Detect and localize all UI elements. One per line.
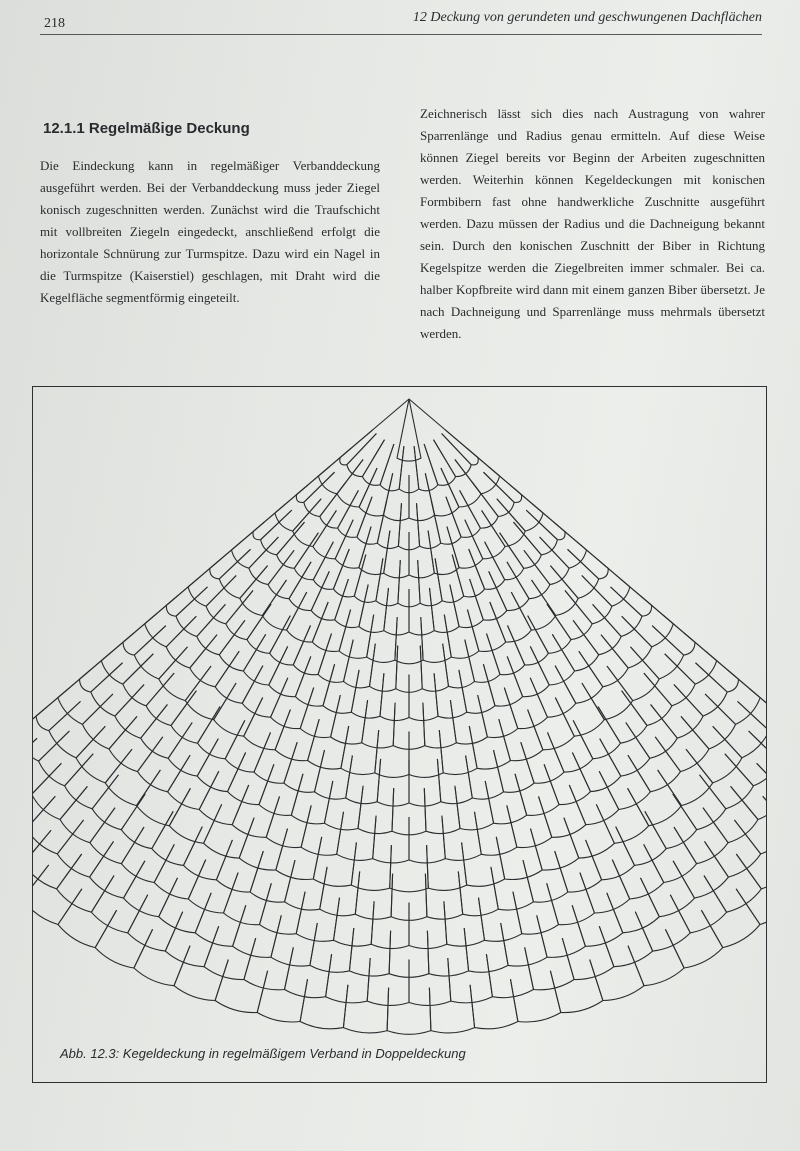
roof-tile: [507, 550, 550, 598]
cone-roof-tiling-illustration: [33, 387, 766, 1082]
roof-tile: [168, 755, 219, 809]
roof-tile: [301, 805, 343, 855]
roof-tile: [434, 670, 467, 718]
roof-tile: [500, 522, 542, 568]
roof-tile: [628, 929, 684, 985]
roof-tile: [424, 786, 460, 834]
roof-tile: [33, 830, 82, 889]
roof-tile: [324, 781, 363, 830]
roof-tile: [573, 604, 621, 654]
roof-tile: [39, 731, 94, 786]
roof-tile: [738, 688, 767, 730]
roof-tile: [166, 578, 207, 617]
roof-tile: [141, 705, 193, 759]
roof-tile: [531, 818, 579, 870]
roof-tile: [590, 946, 644, 1001]
roof-tile: [351, 670, 384, 718]
roof-tile: [479, 892, 522, 942]
roof-tile: [123, 654, 174, 706]
roof-tile: [349, 928, 390, 976]
roof-tile: [326, 954, 371, 1003]
roof-tile: [285, 947, 332, 997]
roof-tile: [300, 688, 340, 738]
running-head: [40, 10, 762, 35]
roof-tile: [90, 841, 145, 898]
roof-tile: [731, 763, 766, 819]
roof-tile: [673, 775, 726, 830]
roof-tile: [686, 726, 742, 783]
roof-tile: [137, 770, 191, 826]
roof-tile: [725, 731, 766, 786]
roof-tile: [105, 749, 160, 805]
roof-tile: [478, 688, 518, 738]
roof-tile: [470, 979, 518, 1029]
roof-tile: [622, 596, 674, 647]
roof-tile: [435, 555, 464, 603]
roof-tile: [33, 865, 82, 925]
roof-tile: [431, 497, 461, 545]
roof-tile: [641, 861, 695, 917]
roof-tile: [626, 705, 678, 759]
roof-tile: [174, 946, 228, 1001]
roof-tile: [33, 796, 84, 854]
roof-tile: [33, 763, 87, 819]
roof-tile: [36, 688, 80, 730]
roof-tile: [296, 892, 339, 942]
roof-tile: [383, 473, 409, 520]
roof-tile: [443, 640, 475, 688]
roof-tile: [377, 501, 401, 548]
roof-tile: [599, 912, 652, 967]
roof-tile: [159, 647, 211, 701]
roof-tile: [271, 678, 314, 729]
roof-tile: [58, 889, 117, 948]
roof-tile: [291, 774, 333, 824]
roof-tile: [611, 578, 652, 617]
roof-tile: [734, 796, 766, 854]
roof-tile: [166, 616, 217, 668]
roof-tile: [337, 812, 376, 861]
roof-tile: [343, 985, 388, 1033]
roof-tile: [185, 666, 236, 720]
roof-tile: [339, 610, 374, 659]
roof-tile: [109, 716, 163, 771]
roof-tile: [358, 786, 394, 834]
roof-tile: [310, 923, 354, 972]
roof-tile: [76, 726, 132, 783]
roof-tile: [214, 683, 263, 736]
roof-tile: [351, 842, 391, 890]
roof-tile: [455, 781, 494, 830]
roof-tile: [700, 754, 754, 809]
roof-tile: [580, 860, 630, 913]
body-text-right-column: Zeichnerisch lässt sich dies nach Austragung von wahrer Sparrenlänge und Radius genau ermitteln. Auf diese Weise können Ziegel bereits vor Beginn der Arbeiten zugeschnitten werden. Weiterhin können Kegeldeckungen mit konischen Formbibern fast ohne handwerkliche Zuschnitte ausgeführt werden. Dazu müssen der Radius und die Dachneigung bekannt sein. Durch den konischen Zuschnitt der Biber in Richtung Kegelspitze werden die Ziegelbreiten immer schmaler. Bei ca. halber Kopfbreite wird dann mit einem ganzen Biber übersetzt. Je nach Dachneigung und Sparrenlänge muss mehrmals übersetzt werden.: [420, 106, 765, 341]
roof-tile: [242, 666, 288, 718]
roof-tile: [484, 467, 522, 503]
roof-tile: [91, 876, 147, 933]
roof-tile: [670, 876, 726, 933]
roof-tile: [323, 664, 359, 713]
roof-tile: [442, 430, 479, 465]
roof-tile: [550, 960, 603, 1013]
roof-tile: [341, 726, 379, 775]
roof-tile: [367, 615, 398, 663]
roof-tile: [429, 985, 474, 1033]
roof-tile: [123, 614, 166, 655]
roof-tile: [359, 527, 390, 575]
roof-tile: [33, 839, 49, 899]
roof-tile: [572, 739, 620, 792]
roof-tile: [239, 818, 287, 870]
roof-tile: [33, 738, 61, 794]
roof-tile: [354, 555, 383, 603]
roof-tile: [418, 558, 442, 605]
figure-frame: [32, 386, 767, 1083]
roof-tile: [736, 830, 766, 889]
roof-tile: [334, 898, 375, 947]
roof-tile: [121, 827, 174, 882]
page-number: 218: [44, 16, 65, 31]
roof-tile: [616, 811, 667, 865]
roof-tile: [247, 604, 290, 653]
roof-tile: [216, 840, 263, 892]
roof-tile: [362, 440, 394, 486]
roof-tile: [544, 753, 590, 805]
roof-tile: [121, 794, 173, 849]
roof-tile: [450, 695, 487, 744]
roof-tile: [80, 651, 123, 692]
roof-tile: [33, 725, 37, 767]
roof-tile: [568, 541, 609, 579]
roof-tile: [612, 844, 664, 899]
roof-tile: [469, 719, 510, 769]
roof-tile: [60, 786, 115, 842]
roof-tile: [146, 673, 196, 725]
roof-tile: [82, 694, 137, 749]
roof-tile: [466, 750, 504, 799]
roof-tile: [472, 472, 514, 516]
roof-tile: [579, 635, 628, 687]
roof-tile: [705, 670, 760, 725]
roof-tile: [277, 522, 319, 568]
roof-tile: [226, 591, 271, 640]
roof-tile: [528, 604, 571, 653]
roof-tile: [427, 842, 467, 890]
roof-tile: [427, 928, 468, 976]
roof-tile: [57, 820, 113, 877]
roof-tile: [197, 739, 245, 792]
roof-tile: [424, 440, 456, 486]
roof-tile: [562, 926, 614, 979]
roof-tile: [696, 651, 739, 692]
roof-tile: [115, 685, 167, 739]
roof-tile: [439, 726, 477, 775]
roof-tile: [459, 664, 495, 713]
roof-tile: [370, 644, 398, 692]
roof-tile: [705, 820, 761, 877]
roof-tile: [355, 871, 392, 919]
roof-tile: [169, 788, 221, 843]
roof-tile: [555, 683, 604, 736]
roof-tile: [539, 785, 586, 837]
roof-tile: [195, 893, 246, 947]
roof-tile: [409, 531, 434, 578]
roof-tile: [271, 915, 317, 966]
roof-tile: [313, 510, 353, 558]
roof-tile: [232, 785, 279, 837]
roof-tile: [340, 430, 377, 465]
roof-tile: [313, 837, 356, 886]
roof-tile: [320, 867, 360, 916]
roof-tile: [210, 541, 251, 579]
roof-tile: [572, 893, 623, 947]
roof-tile: [644, 654, 695, 706]
roof-tile: [228, 753, 274, 805]
roof-tile: [376, 558, 400, 605]
roof-tile: [58, 670, 113, 725]
roof-tile: [600, 723, 650, 777]
roof-tile: [607, 647, 659, 701]
roof-tile: [665, 910, 722, 968]
roof-tile: [652, 614, 695, 655]
figure-caption: Abb. 12.3: Kegeldeckung in regelmäßigem Verband in Doppeldeckung: [60, 1046, 466, 1061]
roof-tile: [254, 732, 297, 783]
roof-tile: [635, 895, 690, 951]
roof-tile: [199, 771, 249, 825]
roof-tile: [526, 504, 565, 540]
roof-tile: [582, 666, 633, 720]
roof-tile: [665, 633, 717, 684]
roof-tile: [152, 811, 203, 865]
roof-tile: [421, 615, 452, 663]
roof-tile: [622, 673, 672, 725]
roof-tile: [224, 873, 272, 925]
roof-tile: [420, 644, 448, 692]
roof-tile: [362, 700, 395, 748]
roof-tile: [318, 634, 353, 683]
roof-tile: [65, 754, 119, 809]
roof-tile: [547, 873, 595, 925]
roof-tile: [655, 716, 709, 771]
roof-tile: [465, 510, 505, 558]
roof-tile: [215, 960, 268, 1013]
roof-tile: [599, 755, 650, 809]
body-text-left-column: Die Eindeckung kann in regelmäßiger Verbanddeckung ausgeführt werden. Bei der Verbanddeckung muss jeder Ziegel konisch zugeschnitten werden. Zunächst wird die Traufschicht mit vollbreiten Ziegeln eingedeckt, anschließend erfolgt die horizontale Schnürung zur Turmspitze. Dazu wird ein Nagel in die Turmspitze (Kaiserstiel) geschlagen, mit Draht wird die Kegelfläche segmentförmig eingeteilt.: [40, 158, 380, 305]
cone-apex-tile: [397, 399, 421, 461]
roof-tile: [485, 774, 527, 824]
roof-tile: [124, 861, 178, 917]
roof-tile: [165, 912, 218, 967]
roof-tile: [491, 860, 534, 910]
roof-tile: [555, 840, 602, 892]
roof-tile: [452, 549, 484, 597]
roof-tile: [384, 531, 409, 578]
roof-tile: [296, 467, 334, 503]
roof-tile: [204, 926, 256, 979]
roof-tile: [596, 788, 648, 843]
roof-tile: [253, 504, 292, 540]
roof-tile: [490, 592, 532, 642]
chapter-title: 12 Deckung von gerundeten und geschwungenen Dachflächen: [412, 10, 762, 25]
roof-tile: [188, 860, 238, 913]
roof-tile: [284, 742, 325, 792]
roof-tile: [190, 635, 239, 687]
roof-tile: [434, 434, 472, 477]
roof-tile: [95, 910, 152, 968]
roof-tile: [494, 742, 535, 792]
roof-tile: [444, 898, 485, 947]
roof-tile: [300, 979, 348, 1029]
roof-tile: [359, 468, 393, 516]
roof-tile: [168, 723, 218, 777]
roof-tile: [101, 633, 153, 684]
roof-tile: [628, 770, 682, 826]
roof-tile: [607, 878, 660, 933]
roof-tile: [425, 468, 459, 516]
roof-tile: [159, 878, 212, 933]
roof-tile: [644, 827, 697, 882]
roof-tile: [673, 841, 728, 898]
roof-tile: [601, 616, 652, 668]
roof-tile: [651, 685, 704, 739]
roof-tile: [154, 844, 206, 899]
roof-tile: [134, 929, 190, 985]
roof-tile: [701, 889, 760, 948]
section-heading: 12.1.1 Regelmäßige Deckung: [43, 120, 250, 137]
roof-tile: [92, 775, 145, 830]
roof-tile: [249, 537, 294, 585]
roof-tile: [645, 794, 697, 849]
roof-tile: [658, 749, 713, 805]
roof-tile: [294, 533, 333, 580]
roof-tile: [501, 915, 547, 966]
roof-tile: [681, 694, 736, 749]
roof-tile: [475, 805, 517, 855]
roof-tile: [425, 871, 462, 919]
roof-tile: [268, 550, 311, 598]
roof-tile: [448, 954, 493, 1003]
roof-tile: [198, 707, 245, 759]
roof-tile: [569, 771, 619, 825]
roof-tile: [703, 786, 758, 842]
roof-tile: [335, 579, 369, 628]
roof-tile: [380, 444, 404, 491]
roof-tile: [145, 596, 197, 647]
roof-tile: [128, 895, 183, 951]
